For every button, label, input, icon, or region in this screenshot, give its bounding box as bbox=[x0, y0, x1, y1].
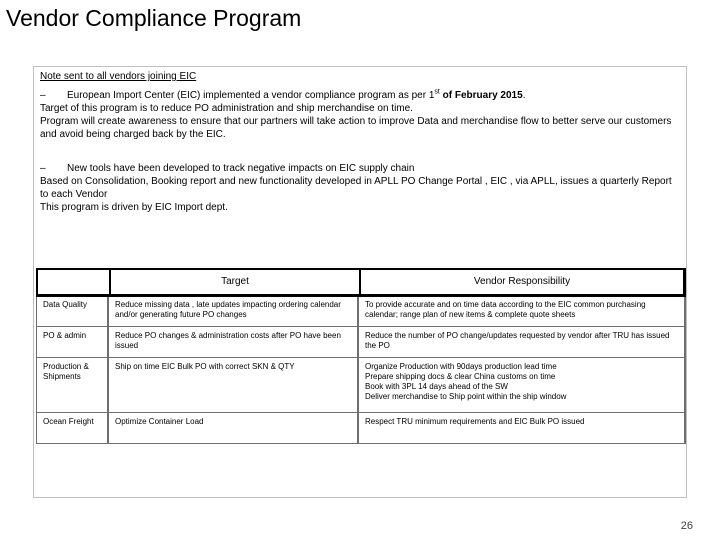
table-row bbox=[36, 358, 686, 413]
dash-bullet-icon: – bbox=[40, 90, 46, 101]
responsibility-line: Book with 3PL 14 days ahead of the SW bbox=[365, 382, 508, 391]
row-responsibility bbox=[359, 358, 686, 413]
bullet-1-end: . bbox=[522, 90, 526, 101]
consolidation-line: Based on Consolidation, Booking report and new functionality developed in APLL PO Change Portal , EIC , via APLL, issues a quarterly Report to each Vendor bbox=[40, 176, 672, 200]
driven-by-line: This program is driven by EIC Import dept. bbox=[40, 202, 228, 213]
page-title: Vendor Compliance Program bbox=[6, 5, 302, 31]
bullet-2 bbox=[40, 162, 680, 175]
table-row bbox=[36, 327, 686, 358]
bullet-1-text: European Import Center (EIC) implemented a vendor compliance program as per 1 bbox=[67, 90, 435, 101]
table-header-row bbox=[36, 268, 686, 297]
bullet-1-bold: of February 2015 bbox=[442, 90, 523, 101]
program-awareness-line: Program will create awareness to ensure that our partners will take action to improve Data and merchandise flow to better serve our customers and avoid being charged back by the EIC. bbox=[40, 116, 672, 140]
row-responsibility bbox=[359, 413, 686, 444]
header-empty bbox=[36, 268, 109, 297]
note-text-block bbox=[40, 70, 680, 214]
responsibility-line: Respect TRU minimum requirements and EIC Bulk PO issued bbox=[365, 417, 585, 426]
bullet-1 bbox=[40, 89, 680, 102]
bullet-1-sup: st bbox=[434, 88, 440, 96]
row-target: Reduce missing data , late updates impacting ordering calendar and/or generating future PO changes bbox=[109, 297, 359, 327]
responsibility-line: Prepare shipping docs & clear China customs on time bbox=[365, 372, 556, 381]
header-target: Target bbox=[109, 268, 359, 297]
row-responsibility bbox=[359, 327, 686, 358]
note-heading: Note sent to all vendors joining EIC bbox=[40, 71, 197, 82]
row-target: Reduce PO changes & administration costs after PO have been issued bbox=[109, 327, 359, 358]
responsibility-line: Reduce the number of PO change/updates requested by vendor after TRU has issued the PO bbox=[365, 331, 670, 350]
program-target-line: Target of this program is to reduce PO administration and ship merchandise on time. bbox=[40, 103, 413, 114]
responsibility-line: Deliver merchandise to Ship point within the ship window bbox=[365, 392, 567, 401]
bullet-2-text: New tools have been developed to track negative impacts on EIC supply chain bbox=[67, 163, 415, 174]
row-responsibility bbox=[359, 297, 686, 327]
row-target: Ship on time EIC Bulk PO with correct SKN & QTY bbox=[109, 358, 359, 413]
table-row bbox=[36, 413, 686, 444]
responsibility-line: Organize Production with 90days production lead time bbox=[365, 362, 557, 371]
compliance-table bbox=[36, 268, 686, 444]
row-category: Production & Shipments bbox=[36, 358, 109, 413]
row-category: PO & admin bbox=[36, 327, 109, 358]
row-category: Ocean Freight bbox=[36, 413, 109, 444]
page-number: 26 bbox=[680, 520, 693, 532]
responsibility-line: To provide accurate and on time data according to the EIC common purchasing calendar; range plan of new items & complete quote sheets bbox=[365, 300, 646, 319]
row-category: Data Quality bbox=[36, 297, 109, 327]
header-vendor-responsibility: Vendor Responsibility bbox=[359, 268, 686, 297]
table-row bbox=[36, 297, 686, 327]
row-target: Optimize Container Load bbox=[109, 413, 359, 444]
dash-bullet-icon: – bbox=[40, 163, 46, 174]
